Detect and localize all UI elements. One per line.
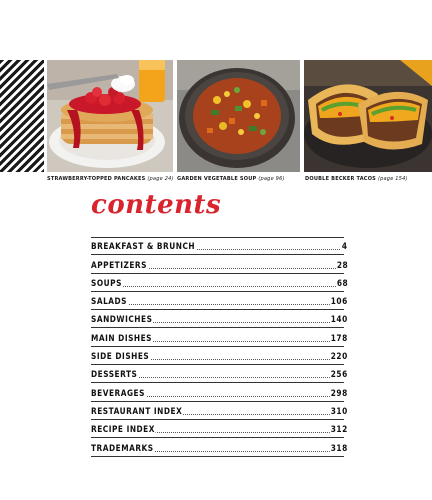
toc-page: 312 [331,425,348,436]
toc-label: BEVERAGES [91,388,145,399]
toc-label: RECIPE INDEX [91,425,155,436]
caption-soup [177,176,285,182]
soup-photo [177,60,300,172]
pancakes-photo [47,60,173,172]
toc-label: SIDE DISHES [91,352,150,363]
caption-tacos [305,176,408,182]
toc-row-recipe-index[interactable] [91,420,348,438]
toc-label: SALADS [91,297,128,308]
toc-row-beverages[interactable] [91,383,348,401]
caption-page: (page 96) [258,176,285,182]
toc-row-salads[interactable] [91,292,348,310]
table-of-contents [91,237,348,457]
toc-page: 318 [331,443,348,454]
toc-label: DESSERTS [91,370,138,381]
tacos-photo [304,60,432,172]
toc-row-trademarks[interactable] [91,438,348,456]
toc-row-desserts[interactable] [91,365,348,383]
toc-page: 28 [336,260,348,271]
toc-row-soups[interactable] [91,274,348,292]
toc-page: 4 [342,242,348,253]
caption-label: STRAWBERRY-TOPPED PANCAKES [47,176,146,182]
toc-label: MAIN DISHES [91,333,153,344]
toc-label: SANDWICHES [91,315,153,326]
toc-label: APPETIZERS [91,260,147,271]
toc-page: 106 [331,297,348,308]
toc-row-main-dishes[interactable] [91,328,348,346]
toc-label: RESTAURANT INDEX [91,406,183,417]
caption-label: GARDEN VEGETABLE SOUP [177,176,257,182]
toc-row-restaurant-index[interactable] [91,402,348,420]
toc-label: SOUPS [91,278,122,289]
contents-title: contents [91,190,222,220]
caption-label: DOUBLE BECKER TACOS [305,176,376,182]
toc-row-side-dishes[interactable] [91,347,348,365]
toc-page: 178 [331,333,348,344]
toc-page: 256 [331,370,348,381]
toc-page: 140 [331,315,348,326]
toc-row-appetizers[interactable] [91,255,348,273]
striped-decoration [0,60,44,172]
caption-page: (page 24) [147,176,174,182]
caption-page: (page 154) [377,176,408,182]
toc-page: 298 [331,388,348,399]
toc-label: BREAKFAST & BRUNCH [91,242,196,253]
toc-label: TRADEMARKS [91,443,154,454]
toc-page: 310 [331,406,348,417]
toc-page: 220 [331,352,348,363]
caption-pancakes [47,176,174,182]
toc-row-breakfast[interactable] [91,237,348,255]
toc-row-sandwiches[interactable] [91,310,348,328]
toc-page: 68 [336,278,348,289]
